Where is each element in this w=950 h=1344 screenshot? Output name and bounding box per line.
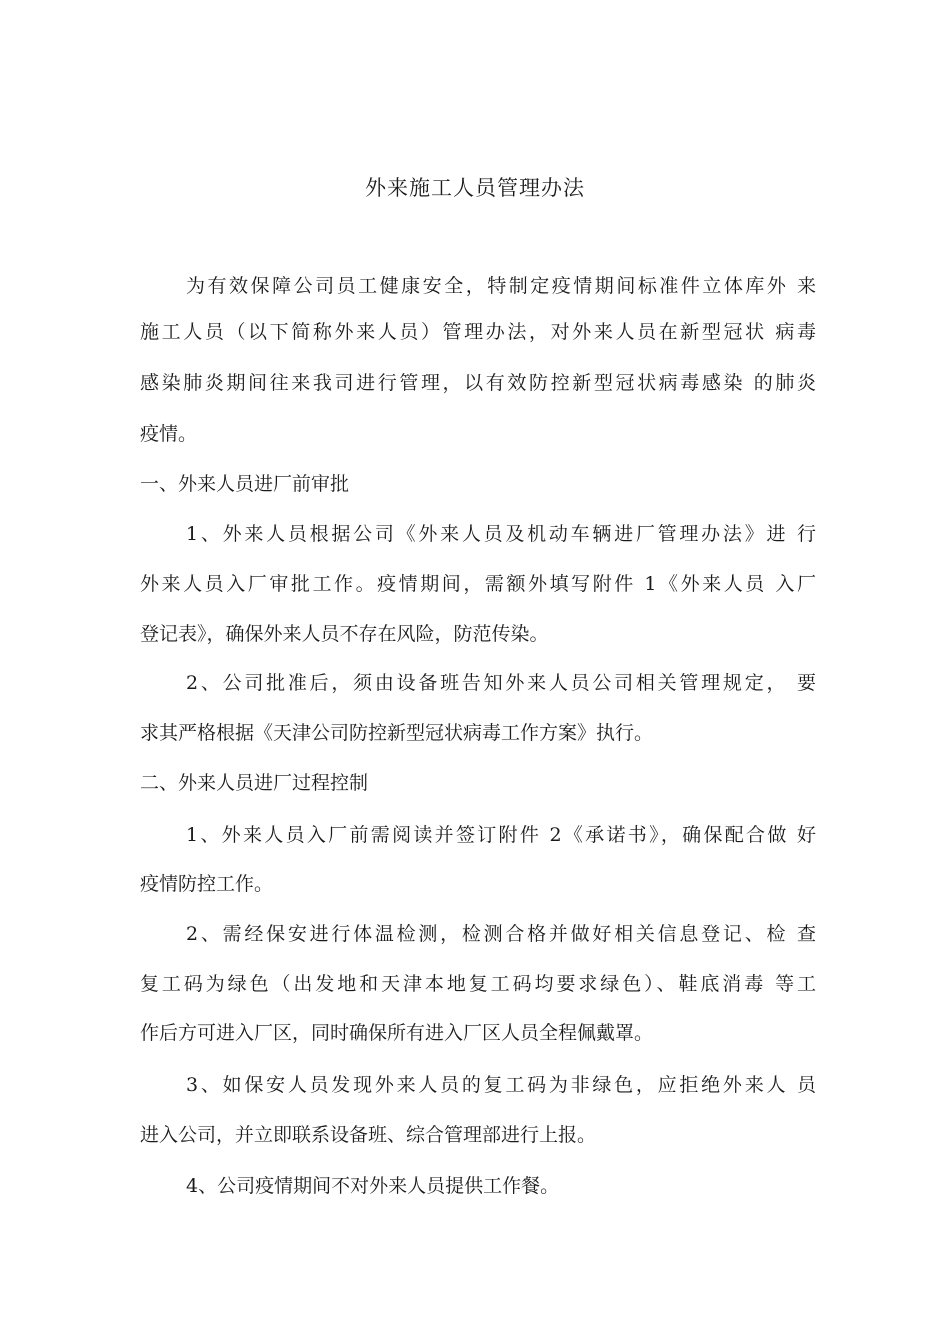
section1-heading: 一、外来人员进厂前审批 xyxy=(140,473,350,495)
section1-item2-line-2: 求其严格根据《天津公司防控新型冠状病毒工作方案》执行。 xyxy=(140,722,654,744)
section2-item1-line-2: 疫情防控工作。 xyxy=(140,873,274,895)
intro-line-4: 疫情。 xyxy=(140,423,198,445)
section2-item2-line-1: 2、需经保安进行体温检测，检测合格并做好相关信息登记、检 查 xyxy=(186,923,816,945)
section2-heading: 二、外来人员进厂过程控制 xyxy=(140,772,369,794)
section1-item2-line-1: 2、公司批准后，须由设备班告知外来人员公司相关管理规定， 要 xyxy=(186,672,816,694)
section2-item3-line-1: 3、如保安人员发现外来人员的复工码为非绿色，应拒绝外来人 员 xyxy=(186,1074,816,1096)
section1-item1-line-1: 1、外来人员根据公司《外来人员及机动车辆进厂管理办法》进 行 xyxy=(186,523,816,545)
intro-line-2: 施工人员（以下简称外来人员）管理办法，对外来人员在新型冠状 病毒 xyxy=(140,321,816,343)
document-title: 外来施工人员管理办法 xyxy=(365,176,585,200)
section1-item1-line-2: 外来人员入厂审批工作。疫情期间，需额外填写附件 1《外来人员 入厂 xyxy=(140,573,816,595)
section2-item3-line-2: 进入公司，并立即联系设备班、综合管理部进行上报。 xyxy=(140,1124,597,1146)
section2-item4-line-1: 4、公司疫情期间不对外来人员提供工作餐。 xyxy=(186,1175,560,1197)
section1-item1-line-3: 登记表》，确保外来人员不存在风险，防范传染。 xyxy=(140,623,549,645)
section2-item2-line-3: 作后方可进入厂区，同时确保所有进入厂区人员全程佩戴罩。 xyxy=(140,1022,654,1044)
intro-line-1: 为有效保障公司员工健康安全，特制定疫情期间标准件立体库外 来 xyxy=(186,275,816,297)
section2-item1-line-1: 1、外来人员入厂前需阅读并签订附件 2《承诺书》，确保配合做 好 xyxy=(186,824,816,846)
section2-item2-line-2: 复工码为绿色（出发地和天津本地复工码均要求绿色）、鞋底消毒 等工 xyxy=(140,973,816,995)
intro-line-3: 感染肺炎期间往来我司进行管理，以有效防控新型冠状病毒感染 的肺炎 xyxy=(140,372,816,394)
